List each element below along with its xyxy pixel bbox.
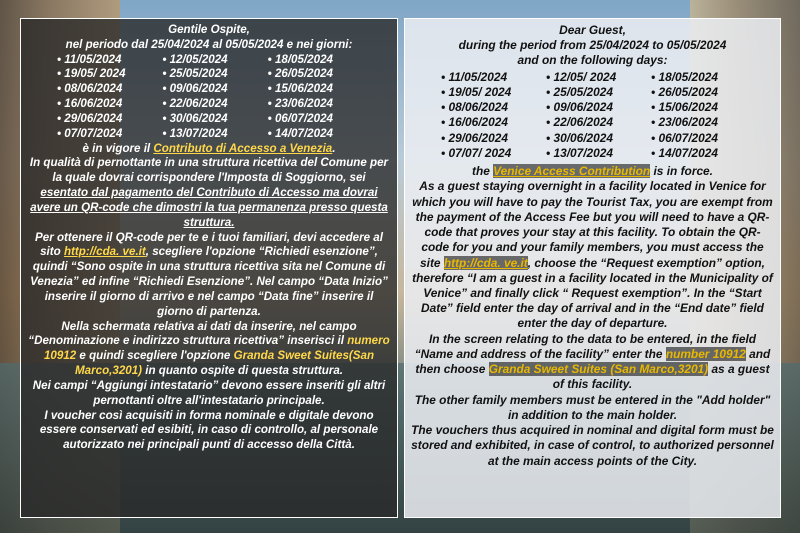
in-force-pre: the: [472, 164, 494, 179]
greeting-it: Gentile Ospite,: [168, 23, 250, 36]
paragraph-holders-it: Nei campi “Aggiungi intestatario” devono essere inseriti gli altri pernottanti oltre all'intestatario principale.: [32, 378, 386, 407]
period-en: during the period from 25/04/2024 to 05/05/2024: [458, 38, 727, 53]
italian-notice-panel: [20, 18, 398, 518]
cda-site-link-en[interactable]: http://cda. ve.it: [443, 255, 528, 270]
date-item: • 12/05/2024: [162, 53, 267, 68]
date-item: • 18/05/2024: [268, 53, 373, 68]
text-span: , scegliere l'opzione “Richiedi esenzione”, quindi “Sono ospite in una struttura ricettiva sita nel Comune di Venezia” ed infine “Richiedi Esenzione”. Nel campo “Data Inizio” inserire il giorno di arrivo e nel campo “Data fine” inserire il giorno di partenza.: [30, 245, 388, 318]
dates-list-en: [411, 70, 774, 161]
date-item: • 07/07/2024: [57, 127, 162, 142]
date-item: • 09/06/2024: [162, 82, 267, 97]
text-span: Per ottenere il QR-code per te e i tuoi familiari, devi accedere al sito: [35, 230, 383, 259]
paragraph-holders-en: The other family members must be entered in the "Add holder" in addition to the main holder.: [414, 392, 771, 422]
date-item: • 14/07/2024: [268, 127, 373, 142]
text-span: In the screen relating to the data to be entered, in the field “Name and address of the facility” enter the: [414, 331, 757, 361]
access-contribution-link-en[interactable]: Venice Access Contribution: [493, 164, 651, 179]
date-item: • 09/06/2024: [546, 100, 651, 115]
facility-number-it: numero 10912: [43, 334, 390, 363]
date-item: • 23/06/2024: [651, 115, 756, 130]
date-item: • 08/06/2024: [441, 100, 546, 115]
date-item: • 07/07/ 2024: [441, 146, 546, 161]
date-item: • 29/06/2024: [441, 131, 546, 146]
date-item: • 15/06/2024: [268, 82, 373, 97]
date-item: • 16/06/2024: [441, 115, 546, 130]
paragraph-facility-en: [411, 332, 774, 393]
in-force-post: is in force.: [650, 164, 713, 179]
in-force-post: .: [332, 141, 336, 155]
text-span: , choose the “Request exemption” option, therefore “I am a guest in a facility located in the Municipality of Venice” and finally click “ Request exemption”. In the “Start Date” field enter the day of arrival and in the “End date” field enter the day of departure.: [412, 255, 773, 331]
dates-list-it: [27, 53, 391, 142]
paragraph-facility-it: [27, 320, 391, 379]
text-span: As a guest staying overnight in a facility located in Venice for which you will have to pay the Tourist Tax, you are exempt from the payment of the Access Fee but you will need to have a QR-code that proves your stay at this facility. To obtain the QR-code for you and your family members, you must access the site: [412, 179, 773, 270]
greeting-en: Dear Guest,: [559, 23, 626, 37]
paragraph-vouchers-it: I voucher così acquisiti in forma nominale e digitale devono essere conservati ed esibiti, in caso di controllo, al personale autorizzato nei principali punti di accesso della Città.: [39, 408, 379, 452]
date-item: • 29/06/2024: [57, 112, 162, 127]
in-force-line-it: [27, 142, 391, 157]
date-item: • 30/06/2024: [162, 112, 267, 127]
date-item: • 06/07/2024: [268, 112, 373, 127]
date-item: • 26/05/2024: [651, 85, 756, 100]
period-en-2: and on the following days:: [517, 53, 668, 68]
date-item: • 16/06/2024: [57, 97, 162, 112]
date-item: • 25/05/2024: [546, 85, 651, 100]
date-item: • 11/05/2024: [57, 53, 162, 68]
in-force-line-en: [411, 164, 774, 179]
in-force-pre: è in vigore il: [82, 141, 154, 155]
text-span: Nella schermata relativa ai dati da inserire, nel campo “Denominazione e indirizzo struttura ricettiva” inserisci il: [28, 319, 357, 348]
period-it: nel periodo dal 25/04/2024 al 05/05/2024 e nei giorni:: [65, 37, 353, 51]
text-span-underlined: esentato dal pagamento del Contributo di Accesso ma dovrai avere un QR-code che dimostri la tua permanenza presso questa struttura.: [30, 186, 388, 229]
access-contribution-link-it[interactable]: Contributo di Accesso a Venezia: [153, 141, 333, 155]
text-span: and then choose: [415, 346, 771, 377]
date-item: • 08/06/2024: [57, 82, 162, 97]
date-item: • 12/05/ 2024: [546, 70, 651, 85]
text-span: in quanto ospite di questa struttura.: [142, 364, 343, 378]
paragraph-vouchers-en: The vouchers thus acquired in nominal and digital form must be stored and exhibited, in case of control, to authorized personnel at the main access points of the City.: [411, 423, 774, 468]
text-span: e quindi scegliere l'opzione: [76, 349, 234, 363]
english-notice-panel: [404, 18, 781, 518]
date-item: • 30/06/2024: [546, 131, 651, 146]
facility-number-en: number 10912: [665, 346, 746, 361]
date-item: • 06/07/2024: [651, 131, 756, 146]
date-item: • 14/07/2024: [651, 146, 756, 161]
date-item: • 22/06/2024: [162, 97, 267, 112]
cda-site-link-it[interactable]: http://cda. ve.it: [63, 245, 146, 259]
facility-name-it: Granda Sweet Suites(San Marco,3201): [75, 349, 375, 378]
text-span: In qualità di pernottante in una struttura ricettiva del Comune per la quale dovrai corrispondere l'Imposta di Soggiorno, sei: [29, 156, 389, 185]
paragraph-exemption-it: [27, 156, 391, 230]
date-item: • 19/05/ 2024: [441, 85, 546, 100]
date-item: • 22/06/2024: [546, 115, 651, 130]
date-item: • 23/06/2024: [268, 97, 373, 112]
date-item: • 13/07/2024: [546, 146, 651, 161]
facility-name-en: Granda Sweet Suites (San Marco,3201): [488, 362, 709, 377]
date-item: • 25/05/2024: [162, 67, 267, 82]
paragraph-exemption-en: [411, 179, 774, 331]
date-item: • 18/05/2024: [651, 70, 756, 85]
date-item: • 26/05/2024: [268, 67, 373, 82]
date-item: • 19/05/ 2024: [57, 67, 162, 82]
date-item: • 15/06/2024: [651, 100, 756, 115]
paragraph-instructions-it: [27, 231, 391, 320]
text-span: as a guest of this facility.: [552, 362, 770, 392]
date-item: • 13/07/2024: [162, 127, 267, 142]
date-item: • 11/05/2024: [441, 70, 546, 85]
